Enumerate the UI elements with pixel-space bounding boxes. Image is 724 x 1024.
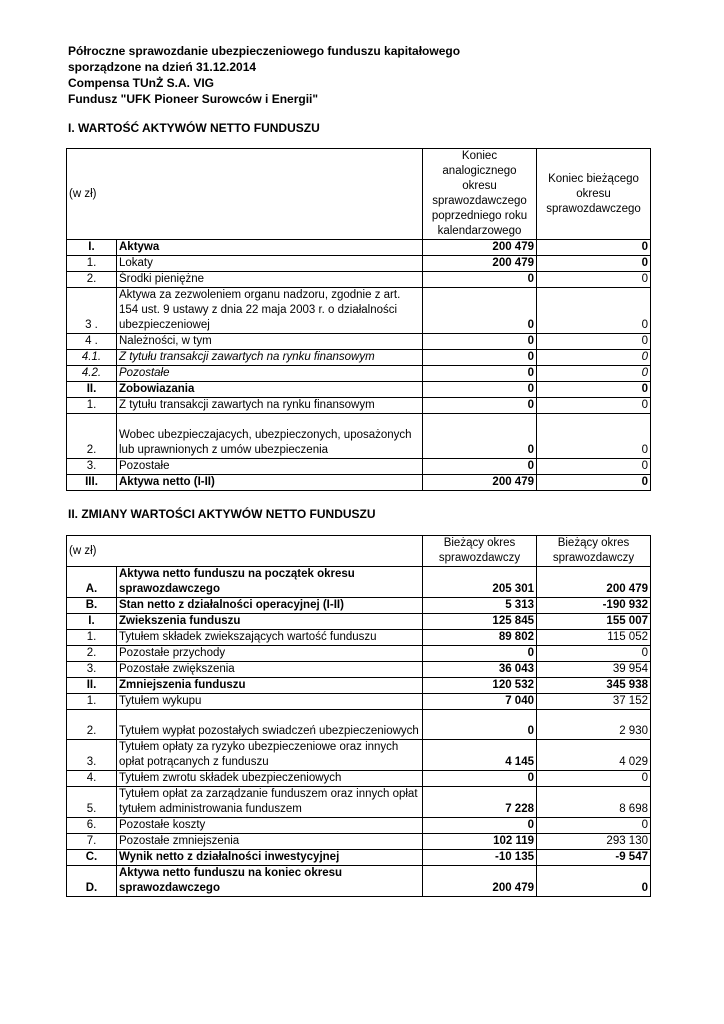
table-row: 3. Tytułem opłaty za ryzyko ubezpieczeniowe oraz innych opłat potrącanych z funduszu 4 145 4 029: [67, 740, 651, 771]
table-row: III. Aktywa netto (I-II) 200 479 0: [67, 475, 651, 491]
section1-title: I. WARTOŚĆ AKTYWÓW NETTO FUNDUSZU: [68, 121, 320, 135]
table-row: II. Zmniejszenia funduszu 120 532 345 938: [67, 678, 651, 694]
table-row: 2. Środki pieniężne 0 0: [67, 272, 651, 288]
table-row: 4. Tytułem zwrotu składek ubezpieczeniowych 0 0: [67, 771, 651, 787]
net-assets-changes-table: [66, 535, 651, 897]
table-row: 2. Tytułem wypłat pozostałych swiadczeń ubezpieczeniowych 0 2 930: [67, 710, 651, 740]
table-row: 1. Tytułem wykupu 7 040 37 152: [67, 694, 651, 710]
table-row: 1. Lokaty 200 479 0: [67, 256, 651, 272]
table-row: 3. Pozostałe zwiększenia 36 043 39 954: [67, 662, 651, 678]
unit-label: (w zł): [67, 536, 423, 567]
document-header: [68, 43, 460, 107]
table-row: I. Aktywa 200 479 0: [67, 240, 651, 256]
column-header-current: Koniec bieżącego okresu sprawozdawczego: [537, 149, 651, 240]
table-row: 4.2. Pozostałe 0 0: [67, 366, 651, 382]
column-header-period-1: Bieżący okres sprawozdawczy: [423, 536, 537, 567]
table-row: C. Wynik netto z działalności inwestycyjnej -10 135 -9 547: [67, 850, 651, 866]
section2-title: II. ZMIANY WARTOŚCI AKTYWÓW NETTO FUNDUSZU: [68, 507, 376, 521]
table-row: A. Aktywa netto funduszu na początek okresu sprawozdawczego 205 301 200 479: [67, 567, 651, 598]
table-row: I. Zwiekszenia funduszu 125 845 155 007: [67, 614, 651, 630]
table-row: 3. Pozostałe 0 0: [67, 459, 651, 475]
table-row: 2. Pozostałe przychody 0 0: [67, 646, 651, 662]
unit-label: (w zł): [67, 149, 423, 240]
table-row: 4 . Należności, w tym 0 0: [67, 334, 651, 350]
table-row: 4.1. Z tytułu transakcji zawartych na rynku finansowym 0 0: [67, 350, 651, 366]
column-header-period-2: Bieżący okres sprawozdawczy: [537, 536, 651, 567]
report-title: Półroczne sprawozdanie ubezpieczeniowego funduszu kapitałowego: [68, 44, 461, 58]
table-row: II. Zobowiazania 0 0: [67, 382, 651, 398]
net-assets-table: [66, 148, 651, 491]
company-name: Compensa TUnŻ S.A. VIG: [68, 76, 215, 90]
table-row: 5. Tytułem opłat za zarządzanie funduszem oraz innych opłat tytułem administrowania funduszem 7 228 8 698: [67, 787, 651, 818]
table-row: 7. Pozostałe zmniejszenia 102 119 293 130: [67, 834, 651, 850]
table-row: 3 . Aktywa za zezwoleniem organu nadzoru, zgodnie z art. 154 ust. 9 ustawy z dnia 22 maja 2003 r. o działalności ubezpieczeniowej 0 0: [67, 288, 651, 334]
fund-name: Fundusz "UFK Pioneer Surowców i Energii": [68, 92, 319, 106]
table-row: 6. Pozostałe koszty 0 0: [67, 818, 651, 834]
table-row: B. Stan netto z działalności operacyjnej (I-II) 5 313 -190 932: [67, 598, 651, 614]
table-row: 1. Z tytułu transakcji zawartych na rynku finansowym 0 0: [67, 398, 651, 414]
column-header-prev: Koniec analogicznego okresu sprawozdawczego poprzedniego roku kalendarzowego: [423, 149, 537, 240]
report-date: sporządzone na dzień 31.12.2014: [68, 60, 257, 74]
table-row: D. Aktywa netto funduszu na koniec okresu sprawozdawczego 200 479 0: [67, 866, 651, 897]
table-row: 1. Tytułem składek zwiekszających wartość funduszu 89 802 115 052: [67, 630, 651, 646]
table-row: 2. Wobec ubezpieczajacych, ubezpieczonych, uposażonych lub uprawnionych z umów ubezpieczenia 0 0: [67, 414, 651, 459]
